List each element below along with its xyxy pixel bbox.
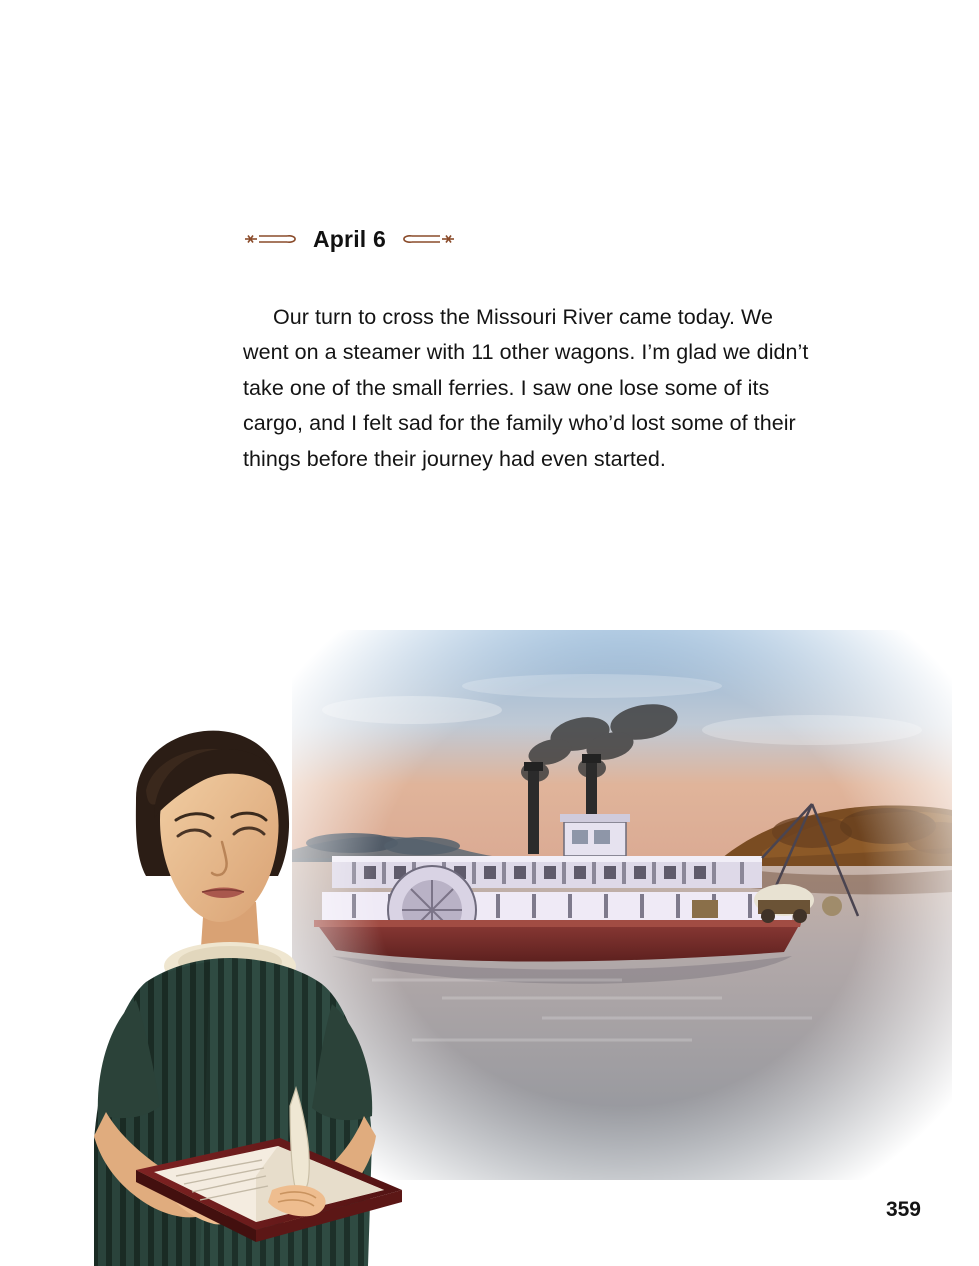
- girl-writing-in-journal-illustration: [50, 670, 450, 1266]
- journal-entry-heading: [243, 222, 456, 256]
- ornament-flourish-left-icon: [243, 230, 299, 248]
- journal-entry-paragraph: Our turn to cross the Missouri River came today. We went on a steamer with 11 other wagons. I’m glad we didn’t take one of the small ferries. I saw one lose some of its cargo, and I felt sad for the family who’d lost some of their things before their journey had even started.: [243, 304, 809, 471]
- page-number: 359: [885, 1198, 921, 1221]
- entry-date-label: April 6: [313, 225, 386, 252]
- ornament-flourish-right-icon: [400, 230, 456, 248]
